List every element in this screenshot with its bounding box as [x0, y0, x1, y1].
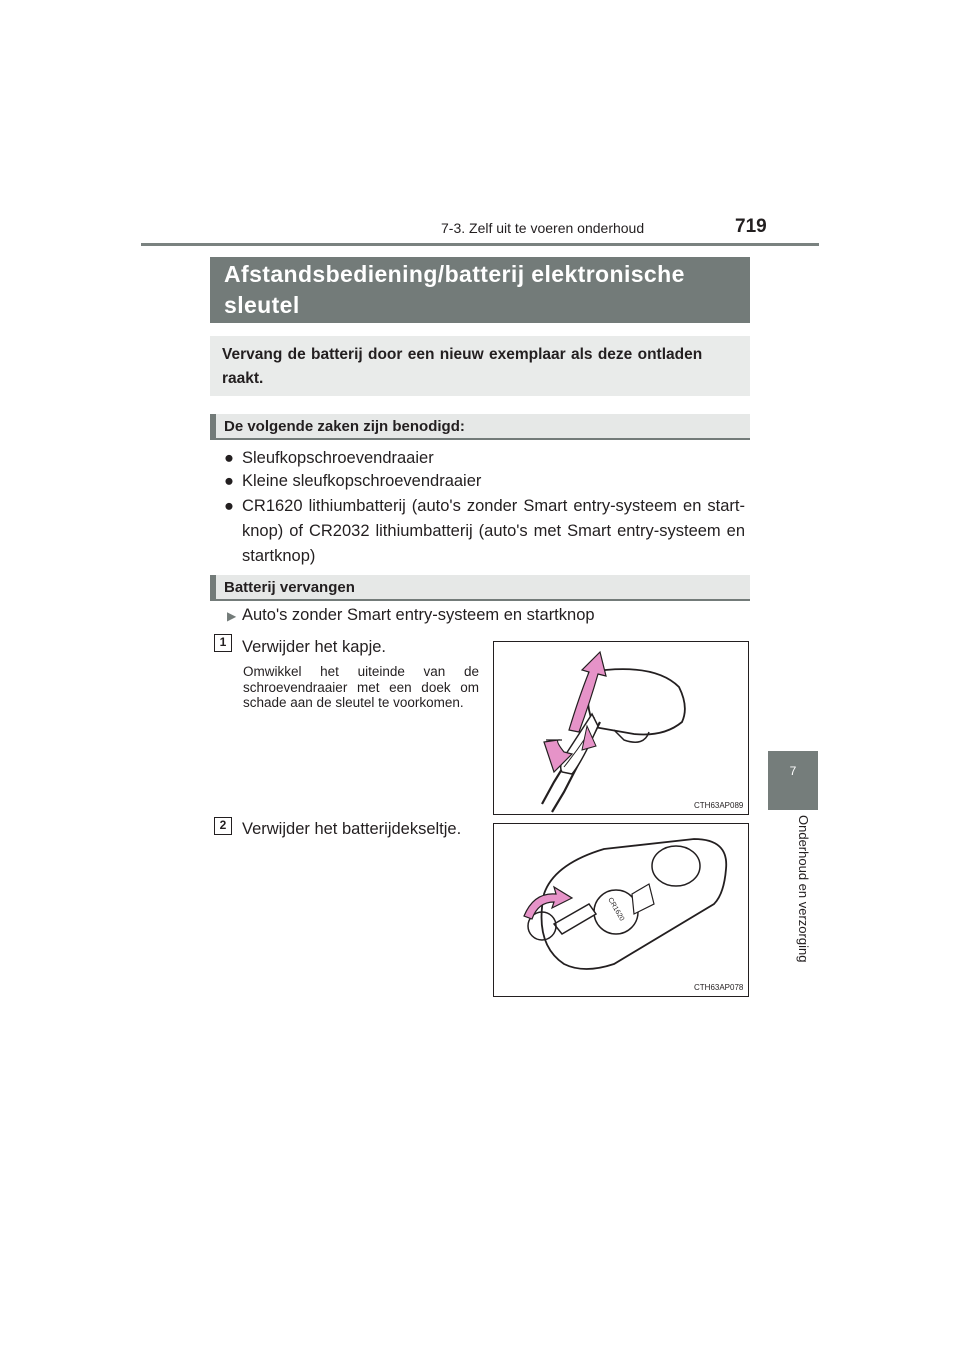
chapter-tab[interactable] — [768, 751, 818, 810]
variant-marker-icon: ▶ — [227, 609, 237, 623]
section-title: 7-3. Zelf uit te voeren onderhoud — [441, 220, 645, 236]
battery-label: CR1620 — [606, 896, 626, 923]
figure-code: CTH63AP078 — [694, 983, 744, 992]
battery-illustration — [494, 824, 747, 995]
page-number: 719 — [735, 216, 767, 237]
figure-remove-cap — [493, 641, 749, 815]
step-number: 1 — [214, 634, 232, 652]
step-text: Verwijder het batterijdekseltje. — [242, 820, 462, 838]
list-item: Kleine sleufkopschroevendraaier — [242, 472, 482, 490]
page-heading: Afstandsbediening/batterij elektronische sleutel — [224, 261, 685, 318]
key-cap-illustration — [494, 642, 747, 813]
chapter-number: 7 — [789, 764, 797, 778]
replace-subheading: Batterij vervangen — [224, 579, 355, 596]
bullet-icon: ● — [224, 449, 234, 467]
chapter-title: Onderhoud en verzorging — [796, 815, 811, 963]
bullet-icon: ● — [224, 472, 234, 490]
bullet-icon: ● — [224, 497, 234, 515]
list-item: Sleufkopschroevendraaier — [242, 449, 434, 467]
figure-code: CTH63AP089 — [694, 801, 744, 810]
step-number: 2 — [214, 817, 232, 835]
header-rule — [141, 243, 819, 246]
variant-label: Auto's zonder Smart entry-systeem en startknop — [242, 606, 595, 624]
figure-remove-battery-cover — [493, 823, 749, 997]
step-note: Omwikkel het uiteinde van de schroevendraaier met een doek om schade aan de sleutel te voorkomen. — [243, 664, 479, 710]
intro-text: Vervang de batterij door een nieuw exemplaar als deze ontladen raakt. — [222, 346, 703, 387]
list-item: CR1620 lithiumbatterij (auto's zonder Smart entry-systeem en start-knop) of CR2032 lithiumbatterij (auto's met Smart entry-systeem en startknop) — [242, 497, 745, 565]
tools-subheading: De volgende zaken zijn benodigd: — [224, 418, 465, 435]
step-text: Verwijder het kapje. — [242, 638, 386, 656]
